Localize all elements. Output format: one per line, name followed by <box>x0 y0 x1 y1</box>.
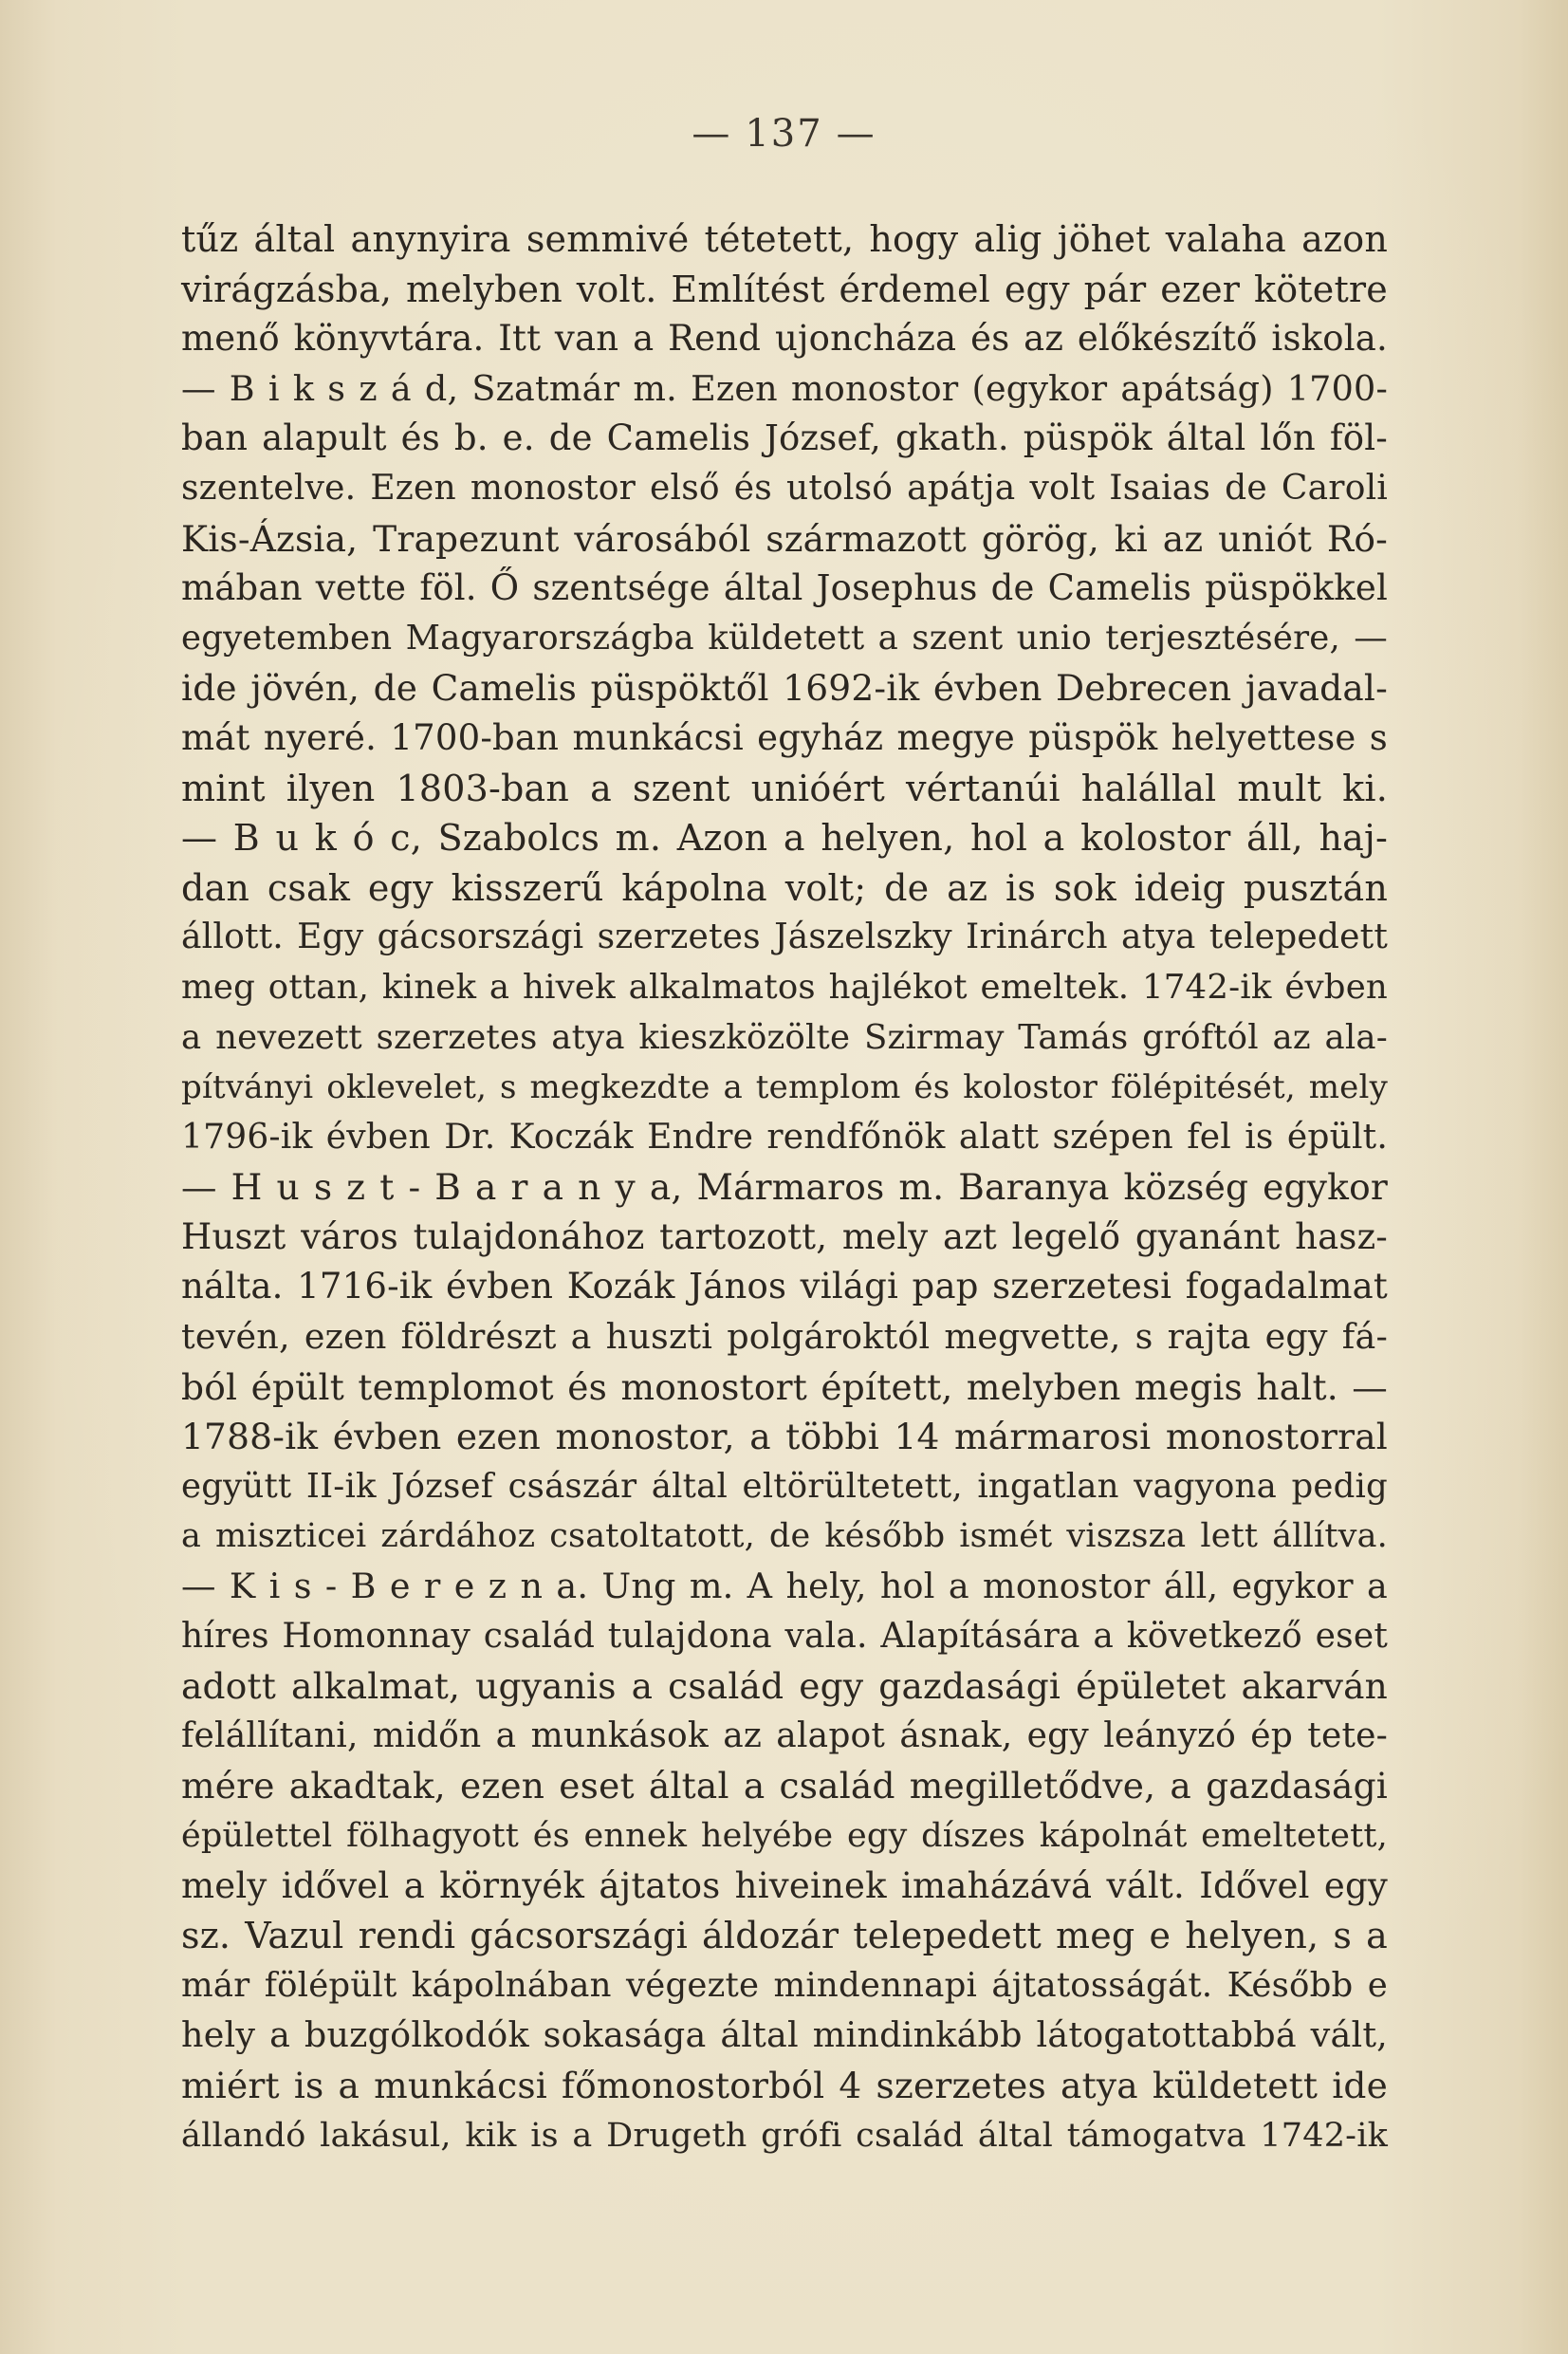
text-line: már fölépült kápolnában végezte mindennapi ájtatosságát. Később e <box>181 1965 1388 2005</box>
text-line: pítványi oklevelet, s megkezdte a templom és kolostor fölépitését, mely <box>181 1068 1388 1107</box>
text-line: tűz által anynyira semmivé tétetett, hogy alig jöhet valaha azon <box>181 218 1388 260</box>
page-number: — 137 — <box>692 112 876 156</box>
text-line: menő könyvtára. Itt van a Rend ujoncháza és az előkészítő iskola. <box>181 318 1388 360</box>
text-line: adott alkalmat, ugyanis a család egy gazdasági épületet akarván <box>181 1665 1388 1708</box>
text-line: épülettel fölhagyott és ennek helyébe egy díszes kápolnát emeltetett, <box>181 1817 1388 1855</box>
text-line: tevén, ezen földrészt a huszti polgároktól megvette, s rajta egy fá- <box>181 1316 1388 1358</box>
text-line: sz. Vazul rendi gácsországi áldozár telepedett meg e helyen, s a <box>181 1915 1388 1957</box>
text-line: együtt II-ik József császár által eltörültetett, ingatlan vagyona pedig <box>181 1466 1388 1506</box>
body-text <box>181 214 1388 2160</box>
text-line: virágzásba, melyben volt. Említést érdemel egy pár ezer kötetre <box>181 268 1388 310</box>
text-line: hely a buzgólkodók sokasága által mindinkább látogatottabbá vált, <box>181 2014 1388 2056</box>
text-line: Huszt város tulajdonához tartozott, mely azt legelő gyanánt hasz- <box>181 1215 1388 1257</box>
text-line: 1788-ik évben ezen monostor, a többi 14 mármarosi monostorral <box>181 1416 1388 1458</box>
text-line: a miszticei zárdához csatoltatott, de később ismét viszsza lett állítva. <box>181 1517 1388 1556</box>
text-line: miért is a munkácsi főmonostorból 4 szerzetes atya küldetett ide <box>181 2064 1388 2106</box>
text-line: mely idővel a környék ájtatos hiveinek imaházává vált. Idővel egy <box>181 1864 1388 1906</box>
text-line: mát nyeré. 1700-ban munkácsi egyház megye püspök helyettese s <box>181 716 1388 758</box>
text-line: a nevezett szerzetes atya kieszközölte Szirmay Tamás gróftól az ala- <box>181 1017 1388 1057</box>
text-line: állott. Egy gácsországi szerzetes Jászelszky Irinárch atya telepedett <box>181 918 1388 957</box>
text-line: mában vette föl. Ő szentsége által Josephus de Camelis püspökkel <box>181 567 1388 609</box>
text-line: — B u k ó c, Szabolcs m. Azon a helyen, hol a kolostor áll, haj- <box>181 817 1388 860</box>
text-line: állandó lakásul, kik is a Drugeth grófi család által támogatva 1742-ik <box>181 2116 1388 2155</box>
text-line: — K i s - B e r e z n a. Ung m. A hely, hol a monostor áll, egykor a <box>181 1566 1388 1607</box>
text-line: ide jövén, de Camelis püspöktől 1692-ik évben Debrecen javadal- <box>181 667 1388 710</box>
text-line: híres Homonnay család tulajdona vala. Alapítására a következő eset <box>181 1616 1388 1656</box>
text-line: egyetemben Magyarországba küldetett a szent unio terjesztésére, — <box>181 618 1388 658</box>
text-line: mint ilyen 1803-ban a szent unióért vértanúi halállal mult ki. <box>181 767 1388 809</box>
page-number-value: 137 <box>745 112 823 156</box>
text-line: meg ottan, kinek a hivek alkalmatos hajlékot emeltek. 1742-ik évben <box>181 967 1388 1007</box>
text-line: — H u s z t - B a r a n y a, Mármaros m. Baranya község egykor <box>181 1166 1388 1209</box>
text-line: — B i k s z á d, Szatmár m. Ezen monostor (egykor apátság) 1700- <box>181 367 1388 409</box>
text-line: dan csak egy kisszerű kápolna volt; de az is sok ideig pusztán <box>181 866 1388 909</box>
text-line: Kis-Ázsia, Trapezunt városából származott görög, ki az uniót Ró- <box>181 517 1388 560</box>
text-line: felállítani, midőn a munkások az alapot ásnak, egy leányzó ép tete- <box>181 1715 1388 1755</box>
text-line: szentelve. Ezen monostor első és utolsó apátja volt Isaias de Caroli <box>181 468 1388 508</box>
text-line: ban alapult és b. e. de Camelis József, gkath. püspök által lőn föl- <box>181 417 1388 459</box>
text-line: ból épült templomot és monostort épített, melyben megis halt. — <box>181 1365 1388 1408</box>
text-line: 1796-ik évben Dr. Koczák Endre rendfőnök alatt szépen fel is épült. <box>181 1117 1388 1157</box>
text-line: nálta. 1716-ik évben Kozák János világi pap szerzetesi fogadalmat <box>181 1266 1388 1307</box>
text-line: mére akadtak, ezen eset által a család megilletődve, a gazdasági <box>181 1765 1388 1807</box>
